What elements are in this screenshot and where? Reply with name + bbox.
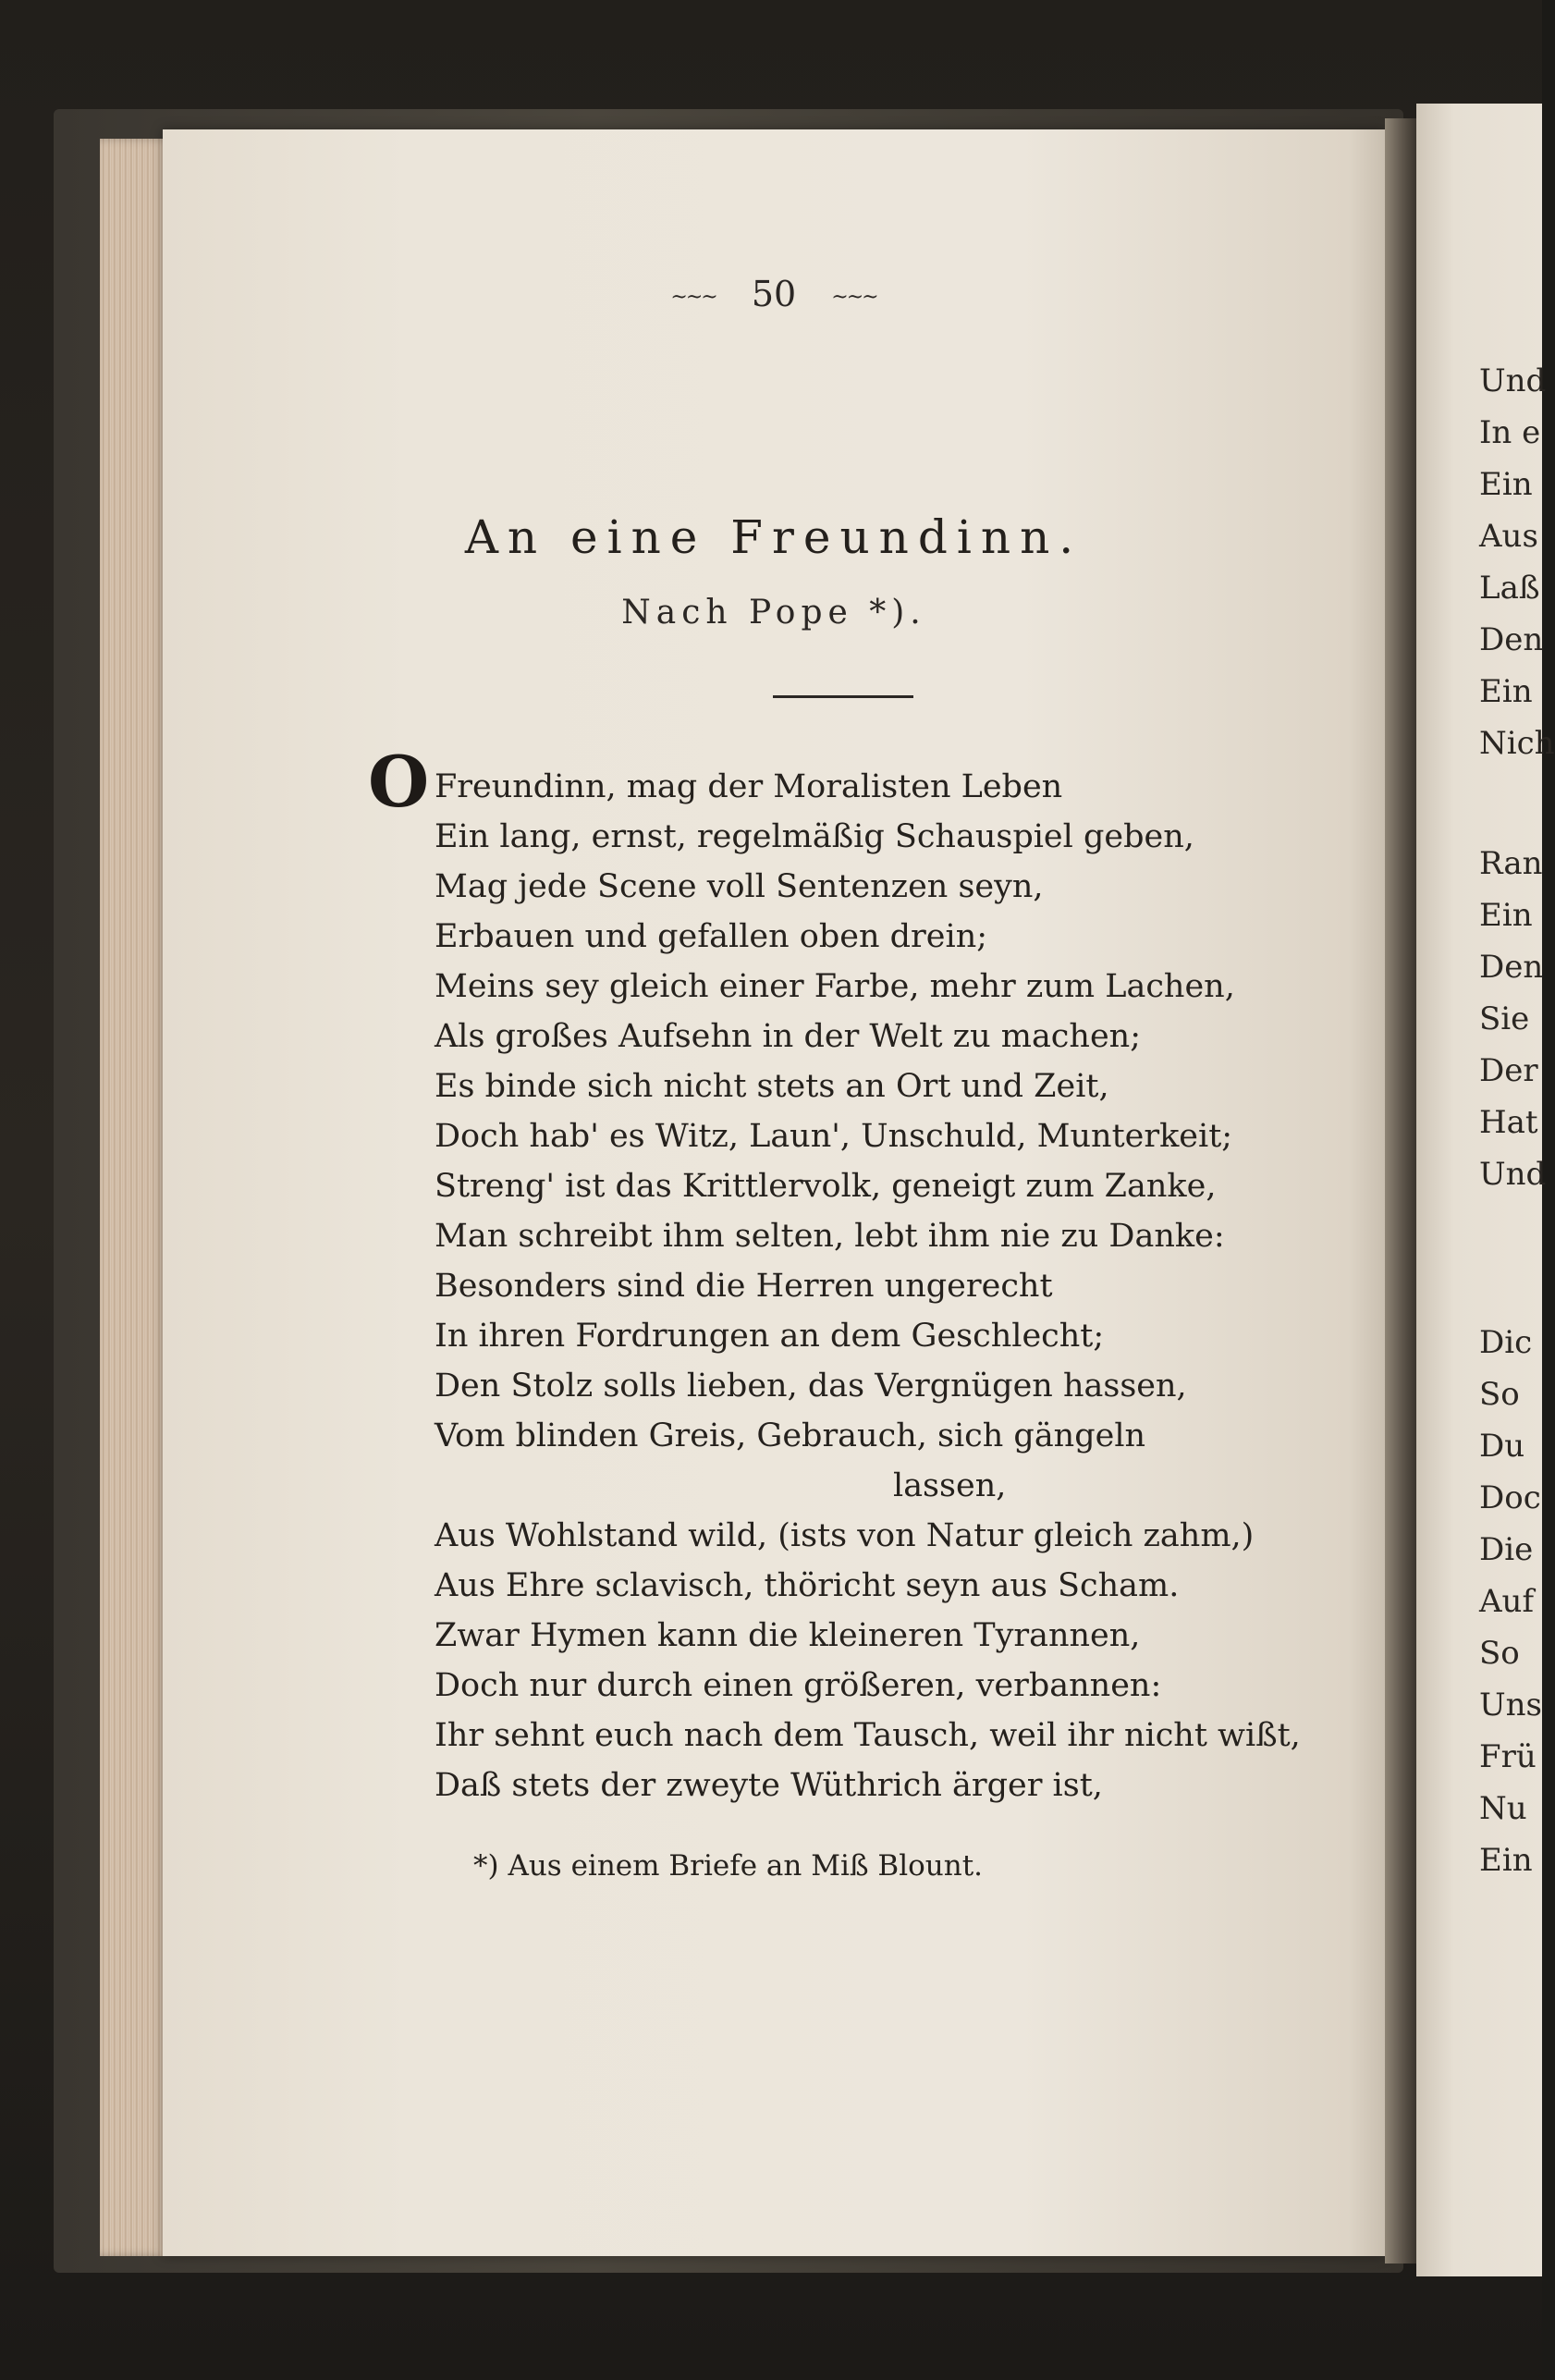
poem-line: O Freundinn, mag der Moralisten Leben xyxy=(368,741,1063,823)
right-page-line-fragment: Auf xyxy=(1479,1583,1535,1620)
poem-line: Es binde sich nicht stets an Ort und Zeit, xyxy=(435,1068,1109,1105)
poem-line: Mag jede Scene voll Sentenzen seyn, xyxy=(435,868,1044,905)
poem-line: Daß stets der zweyte Wüthrich ärger ist, xyxy=(435,1767,1103,1804)
poem-line: Streng' ist das Krittlervolk, geneigt zum Zanke, xyxy=(435,1168,1217,1205)
right-page-line-fragment: Ein xyxy=(1479,1842,1533,1879)
poem-line: Vom blinden Greis, Gebrauch, sich gängeln xyxy=(435,1417,1146,1454)
right-page-line-fragment: Frü xyxy=(1479,1738,1537,1775)
footnote: *) Aus einem Briefe an Miß Blount. xyxy=(473,1849,984,1883)
right-page-line-fragment: Sie xyxy=(1479,1000,1530,1037)
poem-line: Erbauen und gefallen oben drein; xyxy=(435,918,988,955)
poem-body xyxy=(368,741,1322,1810)
right-page-line-fragment: Dic xyxy=(1479,1324,1533,1361)
poem-line: Den Stolz solls lieben, das Vergnügen hassen, xyxy=(435,1368,1187,1405)
poem-subtitle: Nach Pope *). xyxy=(621,594,926,632)
right-page-line-fragment: Nu xyxy=(1479,1790,1527,1827)
right-page-line-fragment: Die xyxy=(1479,1531,1534,1568)
poem-line: Meins sey gleich einer Farbe, mehr zum Lachen, xyxy=(435,968,1235,1005)
book-gutter xyxy=(1385,118,1416,2263)
right-page-line-fragment: Aus xyxy=(1479,518,1538,555)
poem-line: Aus Ehre sclavisch, thöricht seyn aus Scham. xyxy=(435,1567,1180,1604)
poem-line-continuation: lassen, xyxy=(893,1467,1007,1504)
right-page-line-fragment: Doc xyxy=(1479,1479,1541,1516)
right-page-line-fragment: So xyxy=(1479,1635,1520,1672)
right-page-line-fragment: Ein xyxy=(1479,466,1533,503)
right-page-line-fragment: Ran xyxy=(1479,845,1543,882)
right-page-line-fragment: Nich xyxy=(1479,725,1555,762)
poem-line: Besonders sind die Herren ungerecht xyxy=(435,1268,1053,1305)
poem-line: Man schreibt ihm selten, lebt ihm nie zu Danke: xyxy=(435,1218,1225,1255)
right-page-line-fragment: Ein xyxy=(1479,897,1533,934)
header-ornament-right: ~~~ xyxy=(831,286,877,309)
poem-line: Doch nur durch einen größeren, verbannen: xyxy=(435,1667,1162,1704)
right-page-line-fragment: So xyxy=(1479,1376,1520,1413)
right-page-line-fragment: Den xyxy=(1479,949,1544,986)
right-page-line-fragment: Du xyxy=(1479,1428,1525,1465)
page-header xyxy=(163,274,1385,314)
poem-line: Aus Wohlstand wild, (ists von Natur gleich zahm,) xyxy=(435,1517,1255,1554)
right-page-line-fragment: Und xyxy=(1479,362,1547,399)
right-page-line-fragment: In e xyxy=(1479,414,1541,451)
header-ornament-left: ~~~ xyxy=(670,286,716,309)
poem-line: Doch hab' es Witz, Laun', Unschuld, Munterkeit; xyxy=(435,1118,1233,1155)
poem-line: Ein lang, ernst, regelmäßig Schauspiel geben, xyxy=(435,818,1194,855)
page-number: 50 xyxy=(751,274,797,314)
poem-line: Zwar Hymen kann die kleineren Tyrannen, xyxy=(435,1617,1141,1654)
title-divider xyxy=(773,695,913,698)
poem-line: Ihr sehnt euch nach dem Tausch, weil ihr nicht wißt, xyxy=(435,1717,1301,1754)
right-page-line-fragment: Ein xyxy=(1479,673,1533,710)
poem-line: Als großes Aufsehn in der Welt zu machen; xyxy=(435,1018,1142,1055)
right-page-line-fragment: Und xyxy=(1479,1156,1547,1193)
poem-title: An eine Freundinn. xyxy=(464,510,1084,564)
right-page-line-fragment: Hat xyxy=(1479,1104,1538,1141)
right-page-line-fragment: Laß xyxy=(1479,570,1540,607)
right-page-line-fragment: Der xyxy=(1479,1052,1538,1089)
right-page-line-fragment: Den xyxy=(1479,621,1544,658)
right-page-line-fragment: Uns xyxy=(1479,1687,1542,1724)
poem-line: In ihren Fordrungen an dem Geschlecht; xyxy=(435,1318,1105,1355)
drop-cap: O xyxy=(368,741,430,823)
